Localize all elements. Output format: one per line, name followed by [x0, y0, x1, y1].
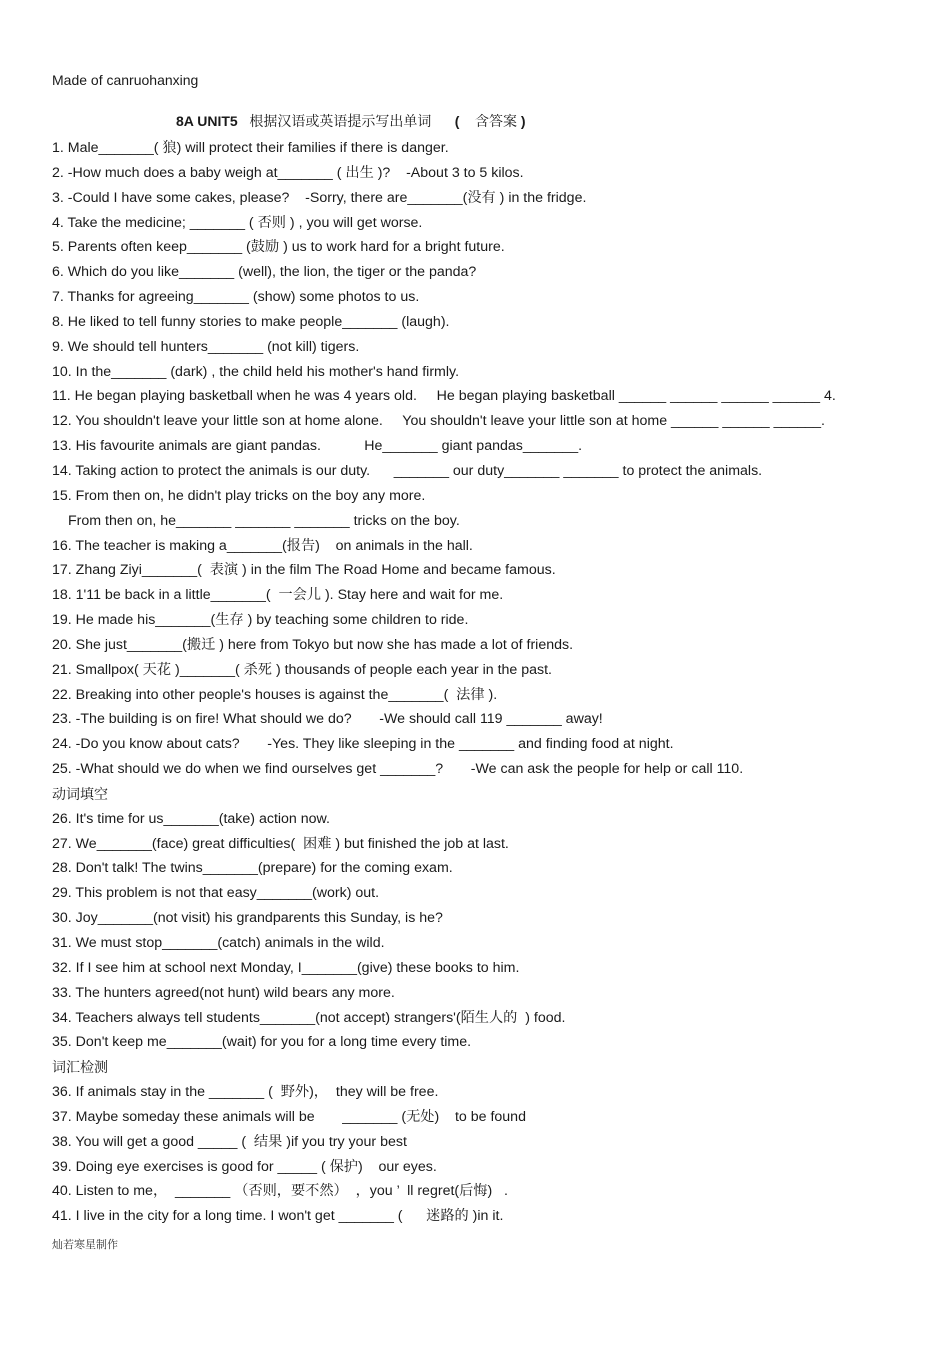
exercise-line: 26. It's time for us_______(take) action now.: [52, 810, 330, 827]
exercise-line: 35. Don't keep me_______(wait) for you for a long time every time.: [52, 1034, 472, 1051]
exercise-line: 24. -Do you know about cats? -Yes. They like sleeping in the _______ and finding food at night.: [52, 736, 674, 753]
exercise-line: 37. Maybe someday these animals will be _______ (无处) to be found: [52, 1108, 526, 1125]
exercise-line: 30. Joy_______(not visit) his grandparents this Sunday, is he?: [52, 910, 443, 927]
exercise-line: 9. We should tell hunters_______ (not kill) tigers.: [52, 338, 360, 355]
exercise-line: 29. This problem is not that easy_______(work) out.: [52, 885, 380, 902]
exercise-line: 10. In the_______ (dark) , the child held his mother's hand firmly.: [52, 363, 460, 380]
exercise-line: 41. I live in the city for a long time. I won't get _______ ( 迷路的 )in it.: [52, 1208, 504, 1225]
exercise-line: From then on, he_______ _______ _______ tricks on the boy.: [68, 512, 460, 529]
header-note: Made of canruohanxing: [52, 72, 199, 88]
exercise-line: 27. We_______(face) great difficulties( 困难 ) but finished the job at last.: [52, 835, 509, 852]
title-answers-label: 含答案: [474, 113, 517, 129]
title-paren-open: (: [454, 113, 460, 129]
exercise-list: [52, 136, 932, 1229]
exercise-line: 3. -Could I have some cakes, please? -Sorry, there are_______(没有 ) in the fridge.: [52, 189, 587, 206]
exercise-line: 17. Zhang Ziyi_______( 表演 ) in the film The Road Home and became famous.: [52, 562, 556, 579]
exercise-line: 34. Teachers always tell students_______(not accept) strangers'(陌生人的 ) food.: [52, 1009, 566, 1026]
exercise-line: 38. You will get a good _____ ( 结果 )if you try your best: [52, 1133, 407, 1150]
exercise-line: 16. The teacher is making a_______(报告) on animals in the hall.: [52, 537, 473, 554]
title-unit: 8A UNIT5: [176, 113, 238, 129]
exercise-line: 6. Which do you like_______ (well), the lion, the tiger or the panda?: [52, 264, 477, 281]
exercise-line: 13. His favourite animals are giant pandas. He_______ giant pandas_______.: [52, 438, 583, 455]
title-paren-close: ): [520, 113, 526, 129]
exercise-line: 2. -How much does a baby weigh at_______ ( 出生 )? -About 3 to 5 kilos.: [52, 164, 524, 181]
exercise-line: 31. We must stop_______(catch) animals in the wild.: [52, 935, 385, 951]
exercise-line: 5. Parents often keep_______ (鼓励 ) us to work hard for a bright future.: [52, 239, 505, 256]
exercise-line: 33. The hunters agreed(not hunt) wild bears any more.: [52, 984, 395, 1001]
exercise-line: 21. Smallpox( 天花 )_______( 杀死 ) thousands of people each year in the past.: [52, 661, 552, 678]
exercise-line: 18. 1'11 be back in a little_______( 一会儿 ). Stay here and wait for me.: [52, 587, 504, 604]
exercise-line: 4. Take the medicine; _______ ( 否则 ) , you will get worse.: [52, 214, 423, 231]
exercise-line: 19. He made his_______(生存 ) by teaching some children to ride.: [52, 612, 469, 629]
exercise-line: 11. He began playing basketball when he was 4 years old. He began playing basketball ______ ______ ______ ______ 4.: [52, 388, 836, 405]
exercise-line: 12. You shouldn't leave your little son at home alone. You shouldn't leave your little son at home ______ ______ ______.: [52, 413, 825, 430]
exercise-line: 40. Listen to me， _______ （否则，要不然） ，you ’ ll regret(后悔) .: [52, 1183, 508, 1200]
section-heading: 词汇检测: [52, 1059, 108, 1076]
title-instruction: 根据汉语或英语提示写出单词: [249, 113, 432, 129]
exercise-line: 28. Don't talk! The twins_______(prepare) for the coming exam.: [52, 860, 453, 877]
section-heading: 动词填空: [52, 785, 108, 802]
exercise-line: 23. -The building is on fire! What should we do? -We should call 119 _______ away!: [52, 711, 603, 728]
exercise-line: 25. -What should we do when we find ourselves get _______? -We can ask the people for help or call 110.: [52, 761, 744, 778]
exercise-line: 32. If I see him at school next Monday, I_______(give) these books to him.: [52, 959, 520, 976]
exercise-line: 22. Breaking into other people's houses is against the_______( 法律 ).: [52, 686, 498, 703]
footer-note: 灿若寒星制作: [52, 1239, 118, 1251]
exercise-line: 36. If animals stay in the _______ ( 野外)， they will be free.: [52, 1084, 439, 1101]
exercise-line: 1. Male_______( 狼) will protect their families if there is danger.: [52, 140, 449, 156]
exercise-line: 15. From then on, he didn't play tricks on the boy any more.: [52, 487, 426, 504]
exercise-line: 7. Thanks for agreeing_______ (show) some photos to us.: [52, 289, 420, 306]
exercise-line: 39. Doing eye exercises is good for _____ ( 保护) our eyes.: [52, 1158, 437, 1175]
exercise-line: 20. She just_______(搬迁 ) here from Tokyo but now she has made a lot of friends.: [52, 636, 574, 653]
document-title: [176, 111, 526, 131]
exercise-line: 8. He liked to tell funny stories to make people_______ (laugh).: [52, 313, 450, 330]
exercise-line: 14. Taking action to protect the animals is our duty. _______ our duty_______ _______ to protect the animals.: [52, 462, 763, 479]
